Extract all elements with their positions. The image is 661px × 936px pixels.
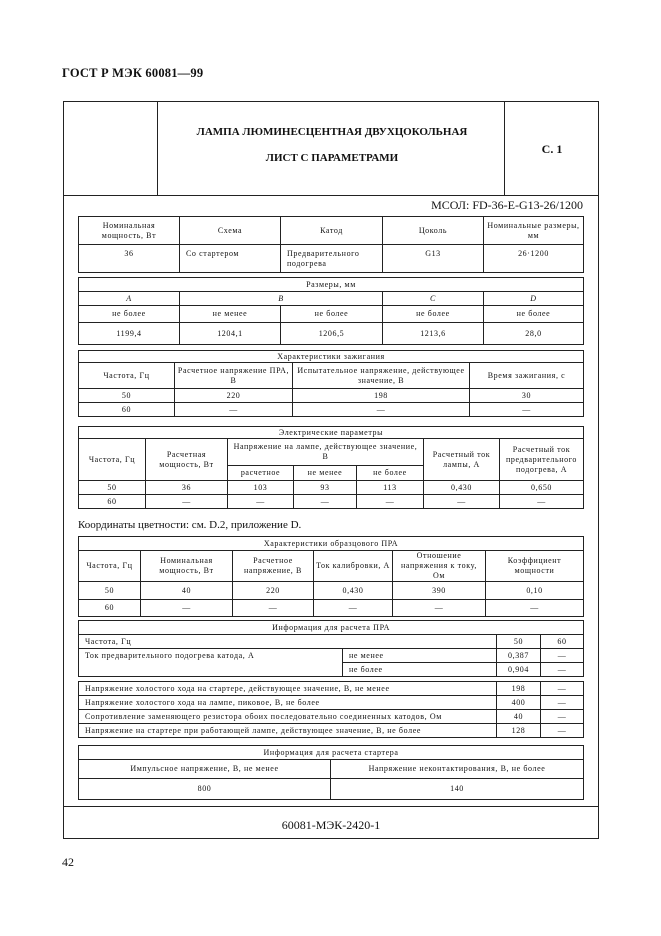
ballast-header: Отношение напряжения к току, Ом bbox=[393, 551, 486, 582]
dimensions-table bbox=[78, 277, 584, 345]
electrical-header-power: Расчетная мощность, Вт bbox=[146, 439, 228, 481]
electrical-cell: 0,430 bbox=[424, 481, 500, 495]
freq-50: 50 bbox=[497, 635, 541, 649]
electrical-cell: 36 bbox=[146, 481, 228, 495]
ballast-cell: 220 bbox=[233, 582, 314, 600]
starter-header: Импульсное напряжение, В, не менее bbox=[79, 760, 331, 779]
header-power: Номинальная мощность, Вт bbox=[79, 217, 180, 245]
ballast-cell: — bbox=[393, 600, 486, 617]
ignition-title: Характеристики зажигания bbox=[79, 351, 584, 363]
ballast-design-table bbox=[78, 620, 584, 738]
electrical-cell: 0,650 bbox=[500, 481, 584, 495]
dim-col-a: A bbox=[79, 292, 180, 306]
page-number: 42 bbox=[62, 855, 74, 869]
electrical-cell: 93 bbox=[294, 481, 357, 495]
footer-top-line bbox=[63, 806, 599, 807]
ballast-cell: 0,430 bbox=[314, 582, 393, 600]
dim-limit: не более bbox=[484, 306, 584, 323]
preheat-min-60: — bbox=[541, 649, 584, 663]
lamp-title: ЛАМПА ЛЮМИНЕСЦЕНТНАЯ ДВУХЦОКОЛЬНАЯ bbox=[196, 126, 468, 138]
sheet-subtitle: ЛИСТ С ПАРАМЕТРАМИ bbox=[265, 152, 399, 164]
calc-row-50: 198 bbox=[497, 682, 541, 696]
dim-value: 28,0 bbox=[484, 323, 584, 345]
ballast-cell: — bbox=[233, 600, 314, 617]
header-size: Номинальные размеры, мм bbox=[484, 217, 584, 245]
ignition-cell: 50 bbox=[79, 389, 175, 403]
calc-row-50: 128 bbox=[497, 724, 541, 738]
electrical-header-preheat: Расчетный ток предварительного подогрева, А bbox=[500, 439, 584, 481]
calc-row-60: — bbox=[541, 710, 584, 724]
calc-row-60: — bbox=[541, 696, 584, 710]
electrical-cell: — bbox=[357, 495, 424, 509]
ballast-header: Частота, Гц bbox=[79, 551, 141, 582]
dim-limit: не более bbox=[281, 306, 383, 323]
preheat-max-50: 0,904 bbox=[497, 663, 541, 677]
electrical-cell: — bbox=[500, 495, 584, 509]
ignition-cell: — bbox=[293, 403, 470, 417]
electrical-header-current: Расчетный ток лампы, А bbox=[424, 439, 500, 481]
ignition-cell: 220 bbox=[175, 389, 293, 403]
ignition-header: Время зажигания, с bbox=[470, 363, 584, 389]
electrical-cell: 60 bbox=[79, 495, 146, 509]
title-divider-left bbox=[157, 101, 158, 195]
starter-value: 800 bbox=[79, 779, 331, 800]
starter-title: Информация для расчета стартера bbox=[79, 746, 584, 760]
lamp-code: МСОЛ: FD-36-E-G13-26/1200 bbox=[431, 198, 583, 212]
electrical-cell: 103 bbox=[228, 481, 294, 495]
main-parameters-table bbox=[78, 216, 584, 273]
dim-limit: не более bbox=[79, 306, 180, 323]
calc-row-label: Напряжение холостого хода на лампе, пиковое, В, не более bbox=[79, 696, 497, 710]
header-cathode: Катод bbox=[281, 217, 383, 245]
value-cathode: Предварительного подогрева bbox=[281, 245, 383, 273]
calc-row-50: 40 bbox=[497, 710, 541, 724]
value-size: 26·1200 bbox=[484, 245, 584, 273]
preheat-label: Ток предварительного подогрева катода, А bbox=[79, 649, 343, 677]
starter-design-table bbox=[78, 745, 584, 800]
ignition-header: Испытательное напряжение, действующее значение, В bbox=[293, 363, 470, 389]
electrical-cell: — bbox=[146, 495, 228, 509]
calc-row-label: Сопротивление заменяющего резистора обоих последовательно соединенных катодов, Ом bbox=[79, 710, 497, 724]
preheat-min-50: 0,387 bbox=[497, 649, 541, 663]
preheat-min-label: не менее bbox=[343, 649, 497, 663]
ignition-cell: 30 bbox=[470, 389, 584, 403]
value-scheme: Со стартером bbox=[180, 245, 281, 273]
dimensions-title: Размеры, мм bbox=[79, 278, 584, 292]
ignition-cell: — bbox=[175, 403, 293, 417]
starter-value: 140 bbox=[331, 779, 584, 800]
value-cap: G13 bbox=[383, 245, 484, 273]
title-bottom-line bbox=[63, 195, 599, 196]
ballast-cell: 40 bbox=[141, 582, 233, 600]
dim-col-c: C bbox=[383, 292, 484, 306]
electrical-header-voltage: Напряжение на лампе, действующее значение, В bbox=[228, 439, 424, 466]
dim-value: 1199,4 bbox=[79, 323, 180, 345]
reference-ballast-table bbox=[78, 536, 584, 617]
dim-value: 1204,1 bbox=[180, 323, 281, 345]
dim-col-b: B bbox=[180, 292, 383, 306]
ballast-header: Расчетное напряжение, В bbox=[233, 551, 314, 582]
dim-col-d: D bbox=[484, 292, 584, 306]
dim-value: 1213,6 bbox=[383, 323, 484, 345]
calc-row-label: Напряжение холостого хода на стартере, действующее значение, В, не менее bbox=[79, 682, 497, 696]
ballast-cell: — bbox=[314, 600, 393, 617]
ballast-cell: 0,10 bbox=[486, 582, 584, 600]
starter-header: Напряжение неконтактирования, В, не более bbox=[331, 760, 584, 779]
ballast-cell: 390 bbox=[393, 582, 486, 600]
electrical-cell: 113 bbox=[357, 481, 424, 495]
voltage-sub-header: не менее bbox=[294, 466, 357, 481]
electrical-cell: — bbox=[424, 495, 500, 509]
chromaticity-note: Координаты цветности: см. D.2, приложение D. bbox=[78, 519, 302, 531]
header-scheme: Схема bbox=[180, 217, 281, 245]
ballast-cell: — bbox=[141, 600, 233, 617]
ignition-cell: 198 bbox=[293, 389, 470, 403]
ignition-header: Расчетное напряжение ПРА, В bbox=[175, 363, 293, 389]
calc-row-50: 400 bbox=[497, 696, 541, 710]
preheat-max-label: не более bbox=[343, 663, 497, 677]
sheet-number: 60081-МЭК-2420-1 bbox=[281, 818, 381, 832]
electrical-title: Электрические параметры bbox=[79, 427, 584, 439]
ignition-cell: 60 bbox=[79, 403, 175, 417]
calc-row-60: — bbox=[541, 682, 584, 696]
calc-row-label: Напряжение на стартере при работающей лампе, действующее значение, В, не более bbox=[79, 724, 497, 738]
frequency-label: Частота, Гц bbox=[79, 635, 497, 649]
header-cap: Цоколь bbox=[383, 217, 484, 245]
value-power: 36 bbox=[79, 245, 180, 273]
dim-limit: не более bbox=[383, 306, 484, 323]
ignition-table bbox=[78, 350, 584, 417]
electrical-table bbox=[78, 426, 584, 509]
ignition-cell: — bbox=[470, 403, 584, 417]
electrical-cell: — bbox=[294, 495, 357, 509]
dim-value: 1206,5 bbox=[281, 323, 383, 345]
ballast-cell: 60 bbox=[79, 600, 141, 617]
electrical-header-frequency: Частота, Гц bbox=[79, 439, 146, 481]
ballast-cell: — bbox=[486, 600, 584, 617]
ballast-title: Характеристики образцового ПРА bbox=[79, 537, 584, 551]
ballast-header: Ток калибровки, А bbox=[314, 551, 393, 582]
calc-row-60: — bbox=[541, 724, 584, 738]
ballast-header: Номинальная мощность, Вт bbox=[141, 551, 233, 582]
dim-limit: не менее bbox=[180, 306, 281, 323]
electrical-cell: 50 bbox=[79, 481, 146, 495]
freq-60: 60 bbox=[541, 635, 584, 649]
ballast-header: Коэффициент мощности bbox=[486, 551, 584, 582]
electrical-cell: — bbox=[228, 495, 294, 509]
voltage-sub-header: расчетное bbox=[228, 466, 294, 481]
sheet-page-label: С. 1 bbox=[541, 142, 563, 156]
ballast-cell: 50 bbox=[79, 582, 141, 600]
standard-designation: ГОСТ Р МЭК 60081—99 bbox=[62, 66, 204, 80]
preheat-max-60: — bbox=[541, 663, 584, 677]
calc-title: Информация для расчета ПРА bbox=[79, 621, 584, 635]
voltage-sub-header: не более bbox=[357, 466, 424, 481]
ignition-header: Частота, Гц bbox=[79, 363, 175, 389]
